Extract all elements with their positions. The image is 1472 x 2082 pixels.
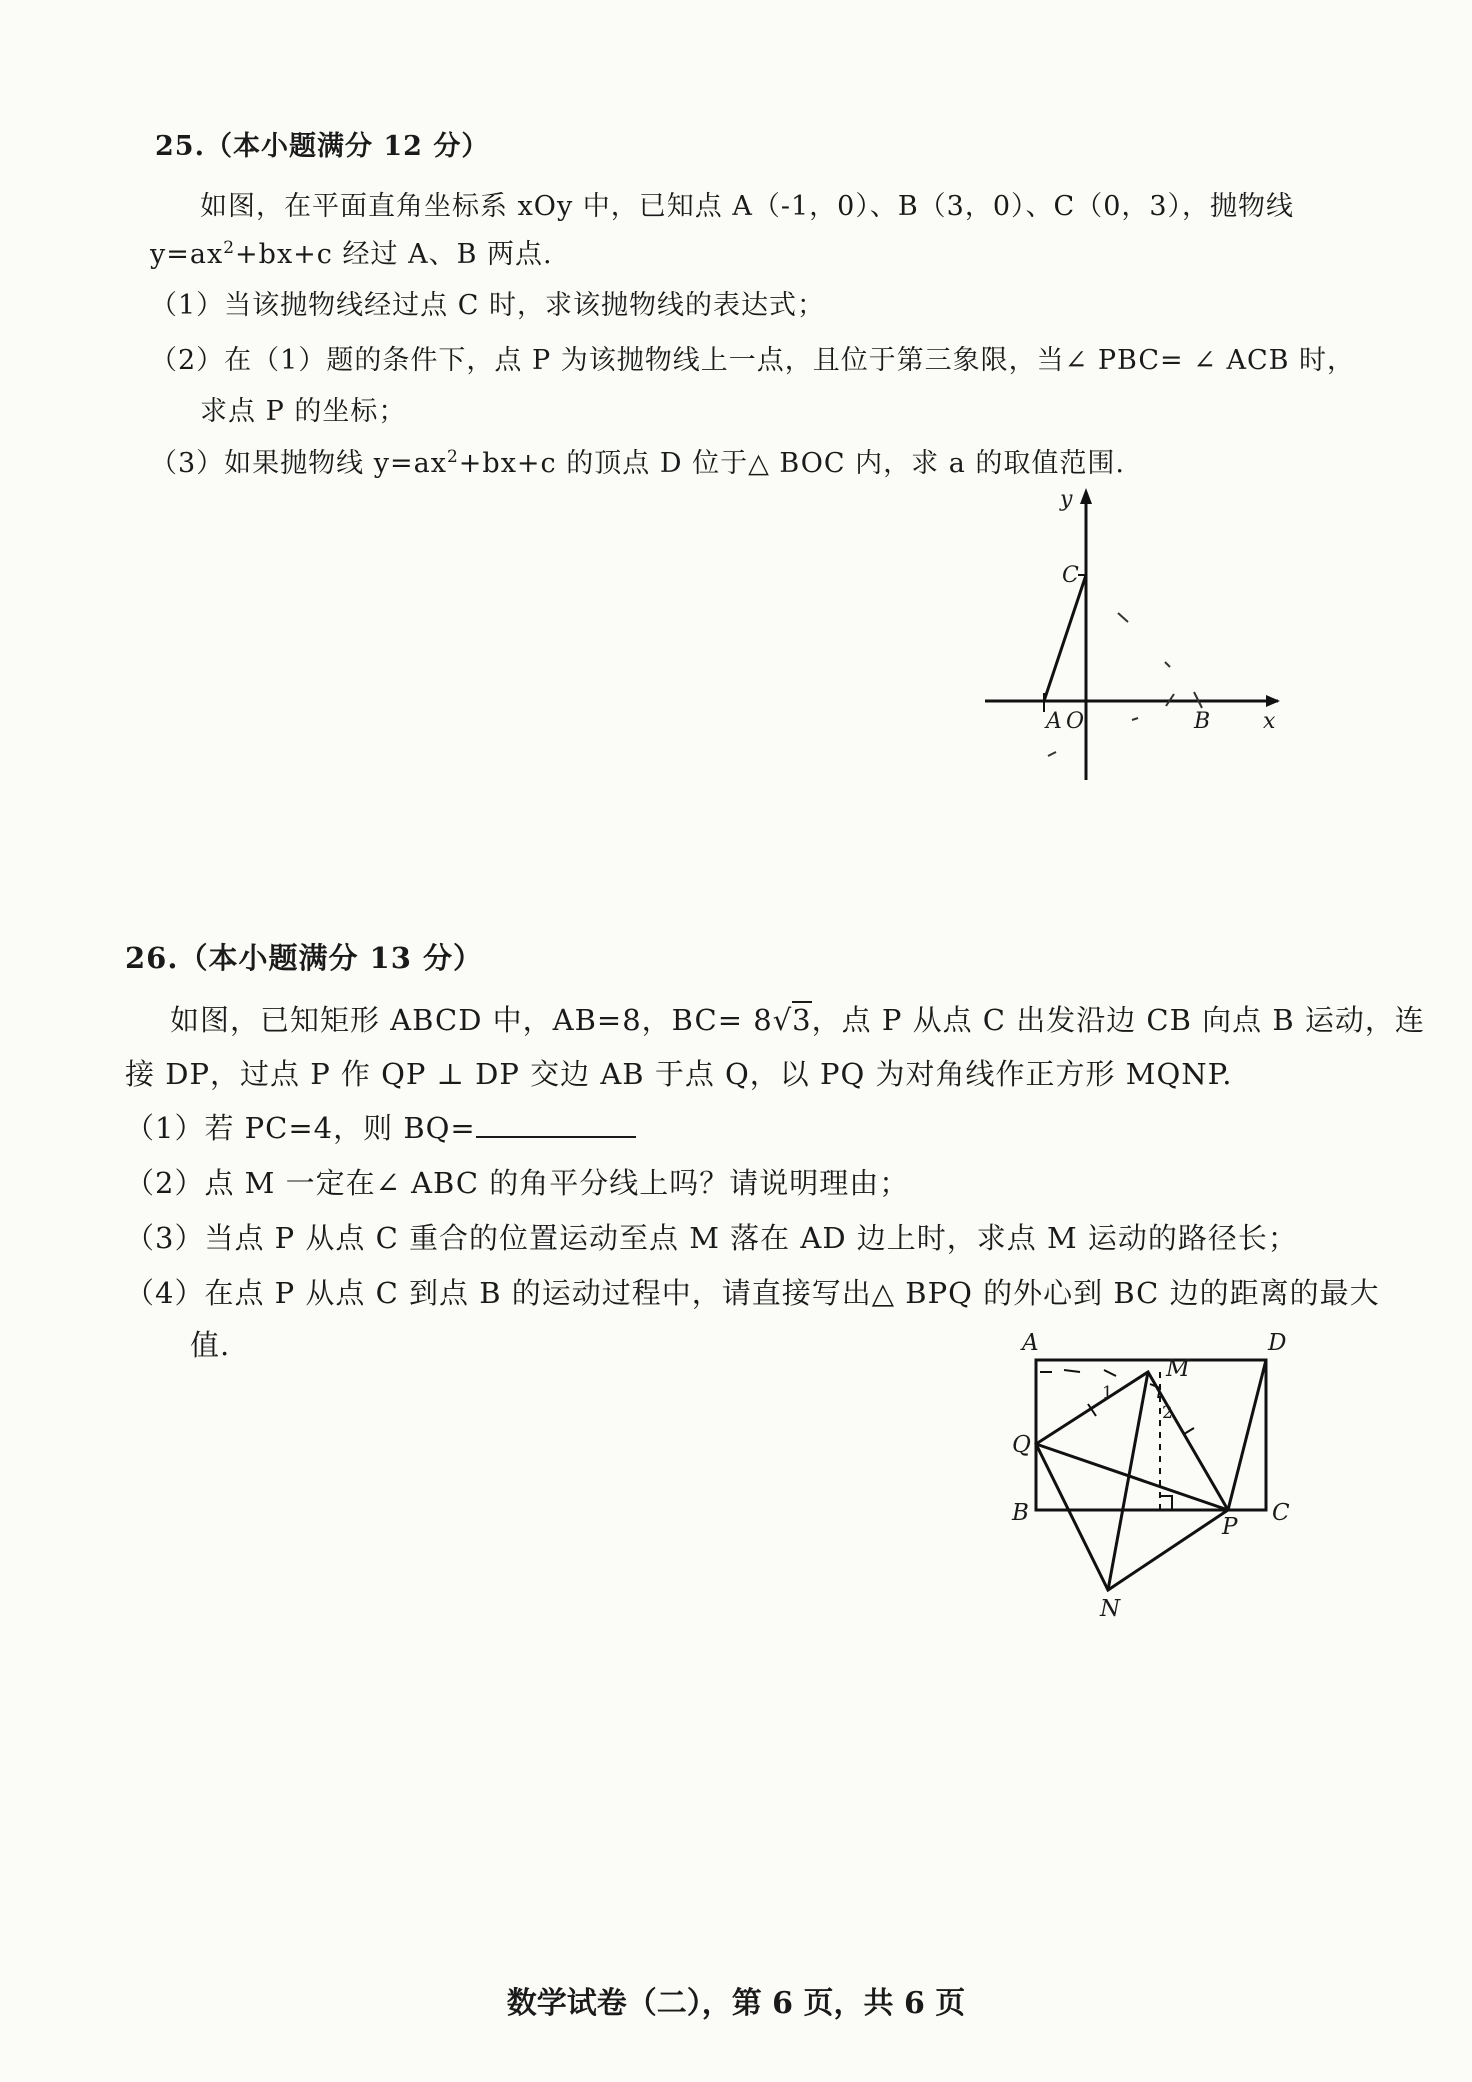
q25-segment-ac	[1044, 575, 1086, 701]
q26-part3: （3）当点 P 从点 C 重合的位置运动至点 M 落在 AD 边上时，求点 M 运动的路径长；	[125, 1221, 1298, 1255]
q26-label-1: 1	[1102, 1383, 1113, 1403]
q26-segment-dp	[1228, 1360, 1266, 1510]
q25-trace-mark	[1118, 613, 1128, 622]
q26-part4-line2: 值.	[190, 1328, 231, 1362]
q26-label-d: D	[1268, 1330, 1287, 1356]
q25-trace-mark	[1132, 718, 1138, 720]
q25-part3-a: （3）如果抛物线 y=ax	[150, 448, 447, 479]
q26-label-2: 2	[1162, 1403, 1173, 1423]
page-footer: 数学试卷（二），第 6 页，共 6 页	[506, 1986, 966, 2021]
q26-sqrt-value: 3	[792, 1003, 812, 1037]
q25-label-c: C	[1062, 563, 1079, 588]
q25-trace-mark	[1165, 662, 1170, 667]
q26-stem-line1	[170, 998, 1425, 1039]
q26-part2: （2）点 M 一定在∠ ABC 的角平分线上吗？请说明理由；	[125, 1166, 910, 1200]
q25-trace-mark	[1048, 752, 1056, 756]
q25-x-arrow-icon	[1266, 695, 1280, 707]
q26-right-angle-mark	[1160, 1496, 1172, 1510]
q26-label-m: M	[1166, 1356, 1190, 1382]
q25-stem-line1: 如图，在平面直角坐标系 xOy 中，已知点 A（-1，0）、B（3，0）、C（0，3），抛物线	[200, 191, 1295, 222]
q25-label-a: A	[1046, 709, 1062, 734]
q25-part3-b: +bx+c 的顶点 D 位于△ BOC 内，求 a 的取值范围.	[458, 448, 1125, 479]
q26-stem-line1-a: 如图，已知矩形 ABCD 中，AB=8，BC= 8	[170, 1003, 773, 1037]
q26-part4-line1: （4）在点 P 从点 C 到点 B 的运动过程中，请直接写出△ BPQ 的外心到 BC 边的距离的最大	[125, 1276, 1380, 1310]
q26-mark-a3	[1104, 1370, 1116, 1376]
q25-label-x: x	[1263, 709, 1276, 734]
q26-label-p: P	[1222, 1514, 1238, 1540]
q25-part2-line1: （2）在（1）题的条件下，点 P 为该抛物线上一点，且位于第三象限，当∠ PBC= ∠ ACB 时，	[150, 345, 1356, 376]
q25-part2-line2: 求点 P 的坐标；	[200, 396, 407, 427]
q26-square-mqnp	[1036, 1372, 1228, 1590]
q26-label-c: C	[1272, 1500, 1290, 1526]
q26-label-q: Q	[1012, 1432, 1031, 1458]
q25-y-arrow-icon	[1080, 488, 1092, 504]
q25-figure	[960, 480, 1300, 800]
q25-stem-line2-b: +bx+c 经过 A、B 两点.	[235, 239, 553, 270]
q26-part1	[125, 1106, 636, 1147]
q26-mark-a2	[1064, 1370, 1080, 1372]
q26-label-n: N	[1100, 1596, 1121, 1620]
q26-label-a: A	[1022, 1330, 1039, 1356]
q25-label-y: y	[1060, 487, 1073, 512]
q26-answer-blank[interactable]	[476, 1110, 636, 1138]
q26-stem-line2: 接 DP，过点 P 作 QP ⊥ DP 交边 AB 于点 Q，以 PQ 为对角线作正方形 MQNP.	[125, 1057, 1233, 1091]
q25-part3-exponent: 2	[446, 447, 459, 467]
q26-rectangle-abcd	[1036, 1360, 1266, 1510]
q26-tick-mp	[1184, 1428, 1194, 1434]
q25-stem-line2-a: y=ax	[150, 239, 224, 270]
q26-stem-line1-b: ，点 P 从点 C 出发沿边 CB 向点 B 运动，连	[811, 1003, 1425, 1037]
q25-label-o: O	[1066, 709, 1085, 734]
q26-figure	[1000, 1320, 1320, 1620]
q26-header: 26.（本小题满分 13 分）	[125, 941, 484, 975]
q25-stem-line2	[150, 232, 553, 271]
q25-label-b: B	[1194, 709, 1211, 734]
q25-header: 25.（本小题满分 12 分）	[155, 131, 490, 162]
q26-label-b: B	[1012, 1500, 1029, 1526]
q25-part1: （1）当该抛物线经过点 C 时，求该抛物线的表达式；	[150, 290, 826, 321]
q25-stem-exponent: 2	[223, 238, 236, 258]
q26-part1-text: （1）若 PC=4，则 BQ=	[125, 1111, 476, 1145]
q26-sqrt-icon: √	[772, 1003, 793, 1037]
q26-right-angle-mark-m	[1150, 1384, 1160, 1398]
q25-part3	[150, 441, 1125, 480]
